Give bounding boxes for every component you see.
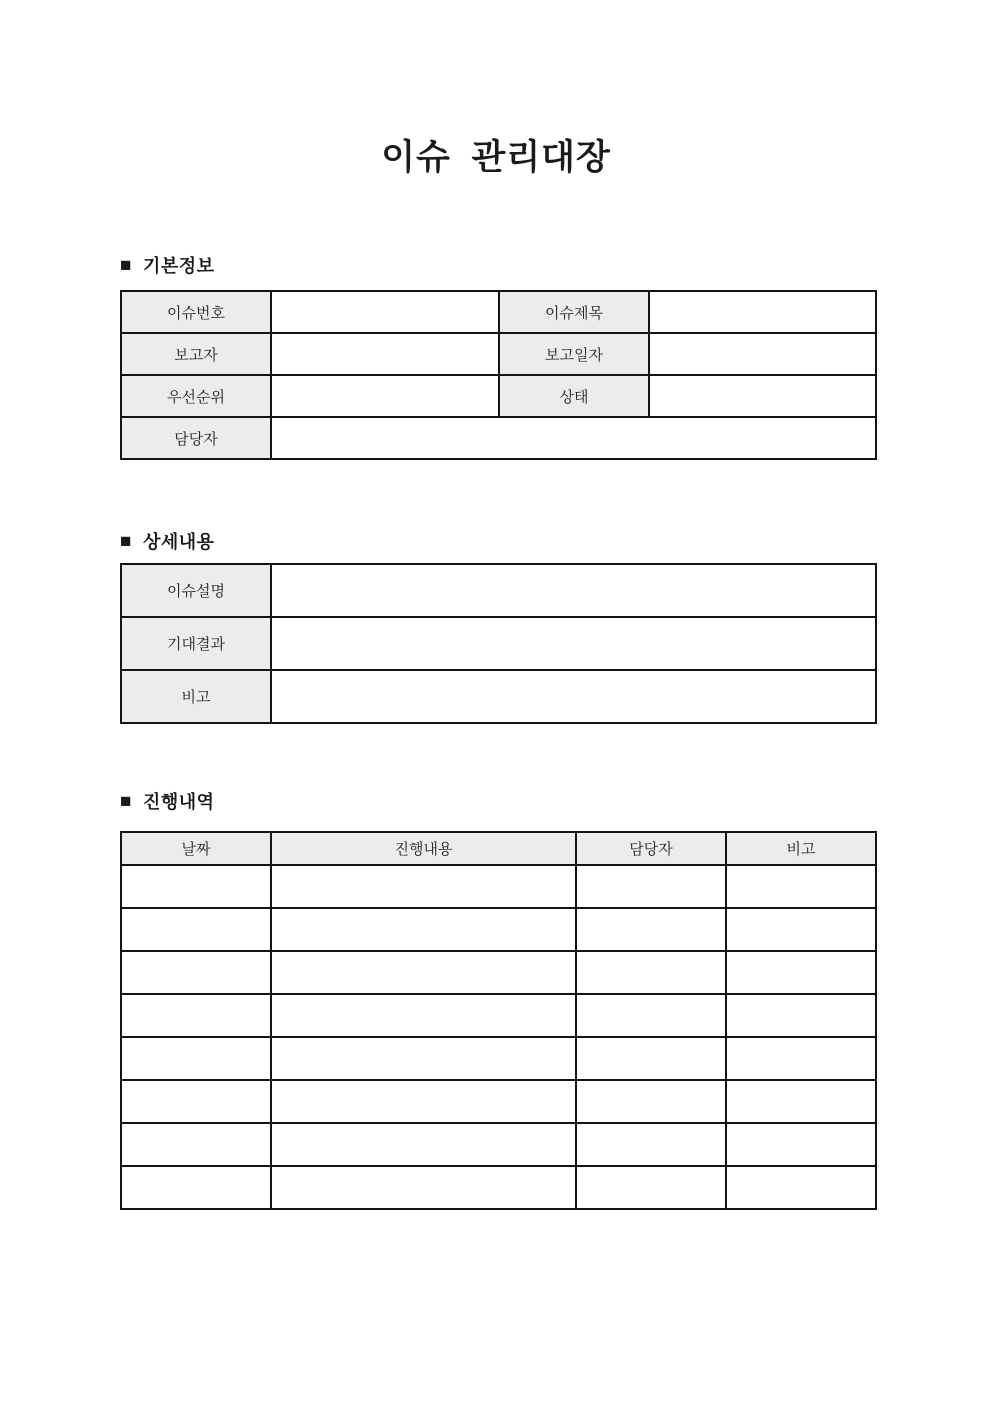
field-label-cell: 이슈번호 (121, 291, 271, 333)
empty-cell (271, 865, 576, 908)
field-value-cell (271, 564, 876, 617)
field-label-cell: 보고자 (121, 333, 271, 375)
progress-table (120, 831, 877, 1210)
field-value-cell (271, 333, 499, 375)
section-heading (120, 791, 875, 813)
progress-empty-row (121, 1080, 876, 1123)
progress-empty-row (121, 1123, 876, 1166)
empty-cell (121, 951, 271, 994)
empty-cell (576, 1123, 726, 1166)
empty-cell (576, 951, 726, 994)
section-details (120, 531, 875, 724)
field-label-cell: 기대결과 (121, 617, 271, 670)
table-row (121, 564, 876, 617)
empty-cell (271, 994, 576, 1037)
column-header: 진행내용 (271, 832, 576, 865)
field-value-cell (649, 291, 876, 333)
progress-empty-row (121, 951, 876, 994)
field-value-cell (271, 670, 876, 723)
square-bullet-icon: ■ (120, 531, 132, 552)
details-table (120, 563, 877, 724)
empty-cell (726, 908, 876, 951)
field-value-cell (649, 375, 876, 417)
progress-table-body (121, 865, 876, 1209)
empty-cell (271, 951, 576, 994)
basic-info-table (120, 290, 877, 460)
table-header-row (121, 832, 876, 865)
empty-cell (121, 1123, 271, 1166)
empty-cell (121, 1080, 271, 1123)
empty-cell (726, 1037, 876, 1080)
progress-empty-row (121, 908, 876, 951)
field-label-cell: 이슈제목 (499, 291, 649, 333)
field-label-cell: 우선순위 (121, 375, 271, 417)
empty-cell (271, 1080, 576, 1123)
empty-cell (726, 865, 876, 908)
empty-cell (576, 1166, 726, 1209)
empty-cell (726, 1080, 876, 1123)
section-heading-label: 진행내역 (142, 792, 215, 812)
column-header: 담당자 (576, 832, 726, 865)
field-value-cell (271, 291, 499, 333)
field-value-cell (271, 375, 499, 417)
empty-cell (121, 908, 271, 951)
table-row (121, 617, 876, 670)
progress-empty-row (121, 1166, 876, 1209)
field-value-cell (271, 617, 876, 670)
empty-cell (726, 951, 876, 994)
field-label-cell: 상태 (499, 375, 649, 417)
empty-cell (726, 994, 876, 1037)
empty-cell (576, 865, 726, 908)
section-progress (120, 791, 875, 1210)
table-row (121, 333, 876, 375)
empty-cell (121, 1166, 271, 1209)
table-row (121, 291, 876, 333)
table-row (121, 417, 876, 459)
field-value-cell (271, 417, 876, 459)
section-heading-label: 기본정보 (142, 256, 215, 276)
progress-empty-row (121, 865, 876, 908)
square-bullet-icon: ■ (120, 791, 132, 812)
page-title: 이슈 관리대장 (381, 138, 611, 177)
empty-cell (121, 1037, 271, 1080)
table-row (121, 375, 876, 417)
progress-empty-row (121, 1037, 876, 1080)
document-content (120, 255, 875, 1210)
section-heading (120, 255, 875, 277)
empty-cell (576, 908, 726, 951)
field-value-cell (649, 333, 876, 375)
column-header: 날짜 (121, 832, 271, 865)
empty-cell (121, 994, 271, 1037)
empty-cell (271, 908, 576, 951)
field-label-cell: 이슈설명 (121, 564, 271, 617)
section-basic-info (120, 255, 875, 460)
empty-cell (121, 865, 271, 908)
table-row (121, 670, 876, 723)
section-heading-label: 상세내용 (142, 532, 215, 552)
progress-empty-row (121, 994, 876, 1037)
empty-cell (726, 1166, 876, 1209)
square-bullet-icon: ■ (120, 255, 132, 276)
field-label-cell: 보고일자 (499, 333, 649, 375)
empty-cell (726, 1123, 876, 1166)
empty-cell (271, 1166, 576, 1209)
empty-cell (271, 1123, 576, 1166)
field-label-cell: 비고 (121, 670, 271, 723)
field-label-cell: 담당자 (121, 417, 271, 459)
empty-cell (576, 1037, 726, 1080)
empty-cell (576, 1080, 726, 1123)
empty-cell (576, 994, 726, 1037)
column-header: 비고 (726, 832, 876, 865)
section-heading (120, 531, 875, 553)
empty-cell (271, 1037, 576, 1080)
